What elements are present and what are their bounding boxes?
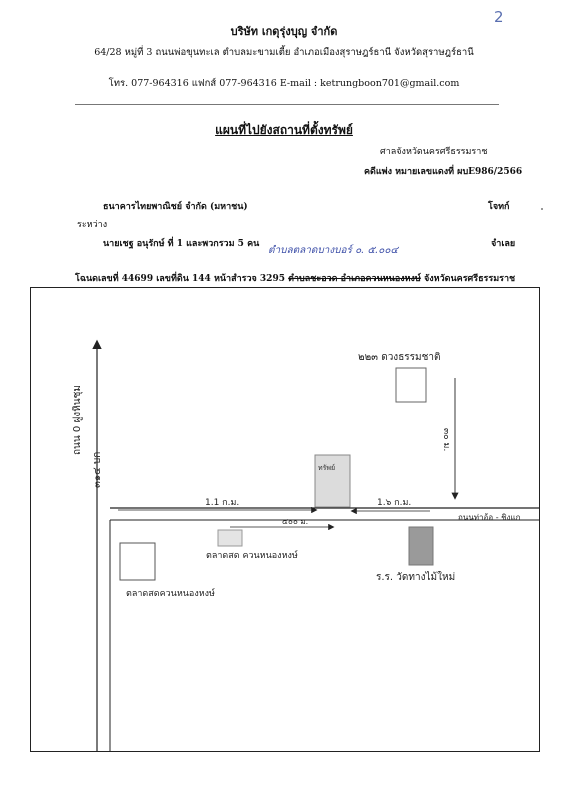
property-box [315, 455, 350, 507]
bottom-left-building [120, 543, 155, 580]
left-road-sublabel: ๓๑๔ บก [92, 451, 103, 488]
market-box [218, 530, 242, 546]
right-distance-label: ๓๐ ม. [441, 428, 451, 452]
court-name: ศาลจังหวัดนครศรีธรรมราช [380, 147, 488, 157]
left-road-label: ถนน 0 ฝูงหินชุม [72, 385, 83, 455]
property-mark: ทรัพย์ [318, 464, 336, 472]
right-road-label: ถนนท่าอ้อ - ชิงแก [458, 513, 521, 522]
plaintiff-name: ธนาคารไทยพาณิชย์ จำกัด (มหาชน) [103, 202, 248, 212]
defendant-name: นายเชฐ อนุรักษ์ ที่ 1 และพวกรวม 5 คน [103, 239, 260, 249]
company-name: บริษัท เกดุรุ่งบุญ จำกัด [230, 25, 338, 38]
company-contact: โทร. 077-964316 แฟกส์ 077-964316 E-mail : ketrungboon701@gmail.com [108, 78, 460, 89]
defendant-role: จำเลย [491, 239, 516, 249]
dist-left-label: 1.1 ก.ม. [205, 498, 240, 508]
dist-right-label: 1.๖ ก.ม. [377, 498, 412, 508]
document-title: แผนที่ไปยังสถานที่ตั้งทรัพย์ [215, 123, 353, 137]
school-label: ร.ร. วัดทางไม้ใหม่ [376, 572, 456, 583]
company-address: 64/28 หมู่ที่ 3 ถนนพ่อขุนทะเล ตำบลมะขามเตี้ย อำเภอเมืองสุราษฎร์ธานี จังหวัดสุราษฎร์ธานี [94, 47, 474, 58]
dist-small-label: ๕๐๐ ม. [282, 517, 309, 526]
deed-prefix: โฉนดเลขที่ 44699 เลขที่ดิน 144 หน้าสำรวจ 3295 [75, 274, 285, 284]
deed-struck-text: ตำบลชะอวด อำเภอควนหนองหงษ์ [288, 274, 421, 284]
deed-suffix: จังหวัดนครศรีธรรมราช [424, 274, 516, 284]
top-building [396, 368, 426, 402]
mid-place-label: ตลาดสด ควนหนองหงษ์ [206, 551, 298, 561]
between-label: ระหว่าง [77, 220, 108, 230]
school-box [409, 527, 433, 565]
top-place-label: ๒๒๓ ดวงธรรมชาติ [358, 352, 441, 363]
handwritten-note: ตำบลตลาดบางบอร์ ๐. ๕.๐๐๔ [268, 245, 399, 256]
page-mark: 2 [494, 8, 504, 26]
case-number: คดีแพ่ง หมายเลขแดงที่ ผบE986/2566 [364, 167, 523, 177]
bottom-place-label: ตลาดสดควนหนองหงษ์ [126, 589, 215, 599]
plaintiff-role: โจทก์ [488, 202, 510, 212]
